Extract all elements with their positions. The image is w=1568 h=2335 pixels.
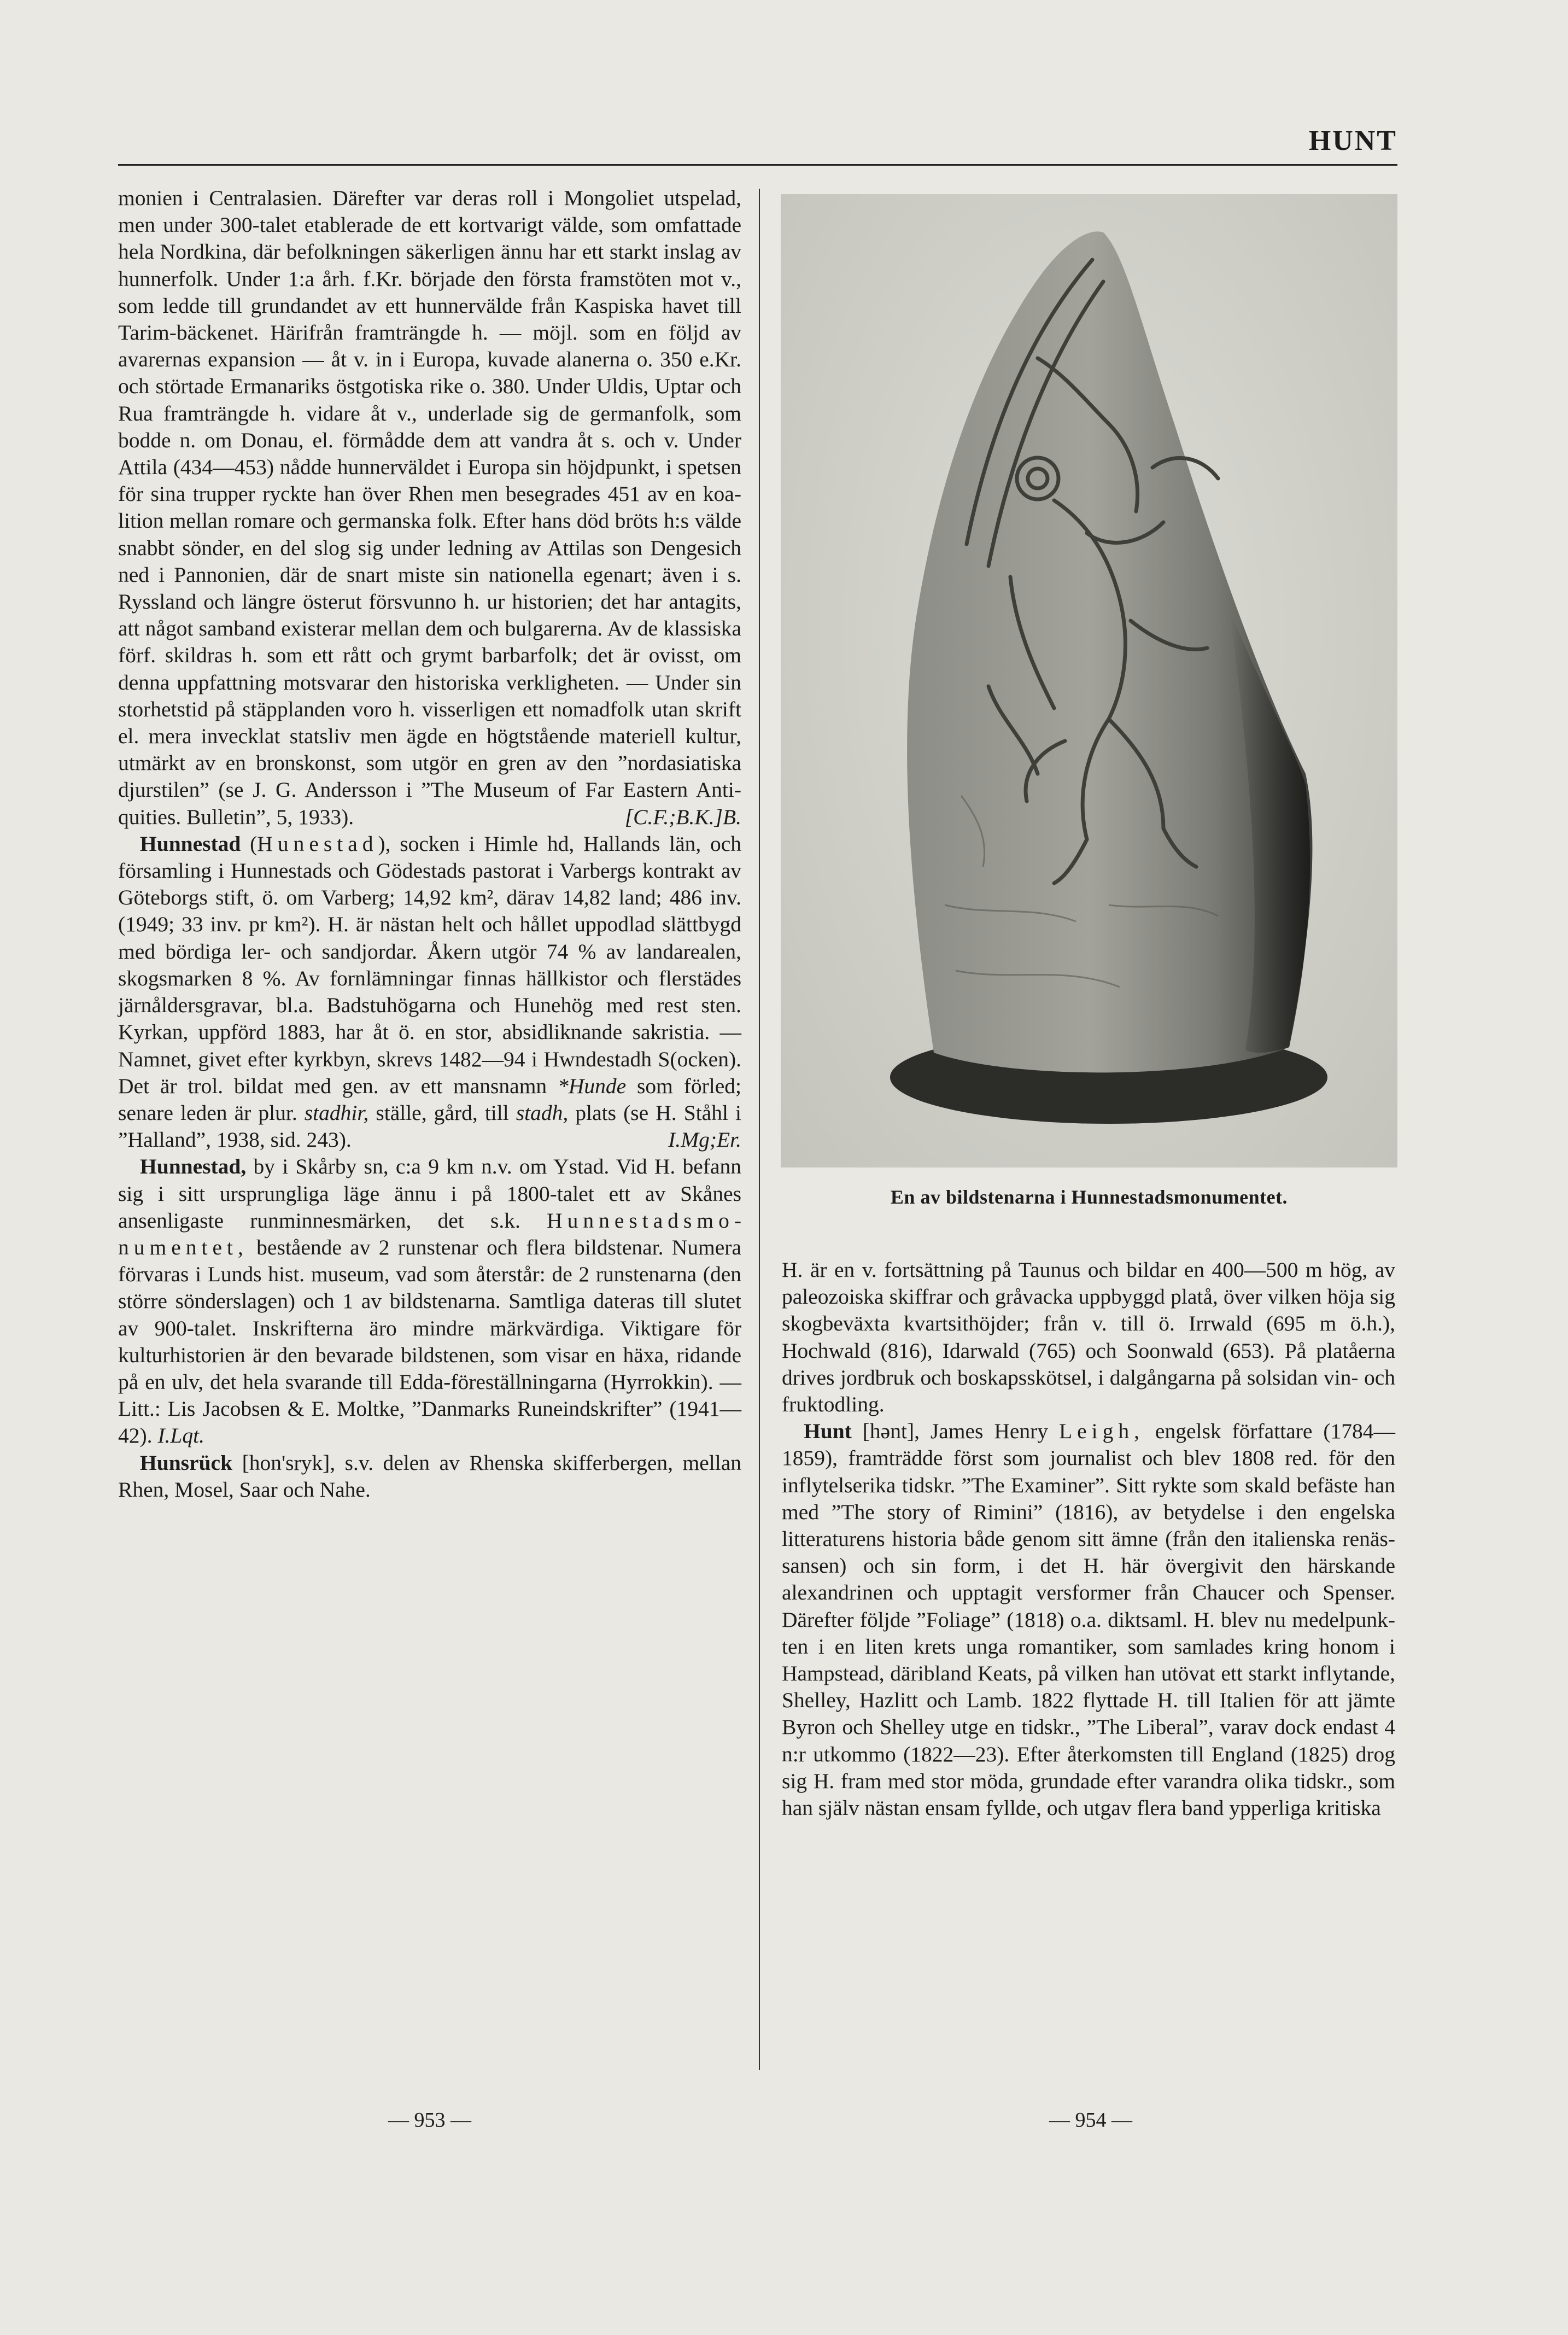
column-divider (759, 189, 760, 2070)
right-column (782, 1257, 1395, 1822)
rune-stone (907, 231, 1312, 1072)
entry-hunt (782, 1418, 1395, 1822)
left-column (118, 185, 741, 1503)
spaced-name: Leigh, (1058, 1419, 1144, 1444)
entry-text: ), socken i Himle hd, Hallands län, och församling i Hunnestads och Gödestads pastorat i Varbergs kontrakt av Göteborgs stift, ö. om Varberg; 14,92 km², därav 14,82 land; 486 inv. (1949; 33 inv. pr km²). H. är nästan helt och hållet uppodlad slättbygd med bördiga ler- och sandjordar. Åkern utgör 74 % av landarealen, skogsmarken 8 %. Av fornlämningar finnas hällkistor och flerstädes järnåldersgravar, bl.a. Badstuhögarna och Hunehög med rest sten. Kyrkan, uppförd 1883, har åt ö. en stor, absidliknande sakristia. — Namnet, givet efter kyrkbyn, skrevs 1482—94 i Hwndestadh S(ocken). Det är trol. bildat med gen. av ett mansnamn (118, 831, 741, 1098)
entry-pronunciation: [hənt], James Henry (851, 1419, 1059, 1444)
running-head: HUNT (1308, 125, 1397, 156)
spaced-name: Hunnestadsmonumentet, (118, 1208, 741, 1259)
entry-hunnestad-village (118, 1153, 741, 1449)
author-signature: I.Lqt. (157, 1423, 205, 1448)
entry-headword: Hunnestad, (140, 1154, 247, 1179)
entry-headword: Hunnestad (140, 831, 241, 856)
page-number-right: — 954 — (1049, 2109, 1132, 2132)
entry-text: plats (se H. Ståhl i ”Halland”, 1938, sid. 243). (118, 1100, 741, 1152)
paragraph-hunsruck-continued: H. är en v. fortsättning på Taunus och bildar en 400—500 m hög, av paleozoiska skiffrar och gråvacka uppbyggd platå, över vilken höja sig skogbeväxta kvartsithöjder; från v. till ö. Irrwald (695 m ö.h.), Hochwald (816), Idarwald (765) och Soonwald (653). På platåerna drives jordbruk och boskapsskötsel, i dalgångarna på solsidan vin- och fruktodling. (782, 1258, 1395, 1417)
figure-caption: En av bildstenarna i Hunnestadsmonumentet. (890, 1186, 1288, 1208)
author-signature: I.Mg;Er. (668, 1128, 741, 1152)
entry-hunsruck (118, 1450, 741, 1503)
spaced-name: Hunestad (257, 831, 378, 856)
paragraph-text: monien i Centralasien. Därefter var deras roll i Mongoliet utspelad, men under 300-talet etablerade de ett kortvarigt välde, som omfattade hela Nordkina, där befolkningen säkerligen ännu har ett starkt inslag av hunnerfolk. Under 1:a årh. f.Kr. började den första framstöten mot v., som ledde till grundandet av ett hunnervälde från Kaspiska havet till Tarim-bäckenet. Härifrån framträngde h. — möjl. som en följd av avarernas expansion — åt v. in i Europa, kuvade alanerna o. 350 e.Kr. och störtade Ermanariks östgotiska rike o. 380. Under Uldis, Uptar och Rua framträngde h. vidare åt v., underlade sig de germanfolk, som bodde n. om Donau, el. förmådde dem att vandra åt s. och v. Under Attila (434—453) nådde hunnerväldet i Europa sin höjdpunkt, i spetsen för sina trupper ryckte han över Rhen men besegrades 451 av en koalition mellan romare och germanska folk. Efter hans död bröts h:s välde snabbt sönder, en del slog sig under ledning av Attilas son Dengesich ned i Pannonien, där de snart miste sin nationella egenart; även i s. Ryssland och längre österut försvunno h. ur historien; det har antagits, att något samband existerar mellan dem och bulgarerna. Av de klassiska förf. skildras h. som ett rått och grymt barbarfolk; det är ovisst, om denna uppfattning motsvarar den historiska verkligheten. — Under sin storhetstid på stäpplanden voro h. visserligen ett nomadfolk utan skrift el. mera invecklat statsliv men ägde en högtstående materiell kultur, utmärkt av en bronskonst, som utgör en gren av den ”nordasiatiska djurstilen” (se J. G. Andersson i ”The Museum of Far Eastern Antiquities. Bulletin”, 5, 1933). (118, 186, 741, 829)
entry-text: ställe, gård, till (368, 1100, 516, 1125)
entry-text: engelsk författare (1784—1859), framträdde först som journalist och blev 1808 red. för den inflytelserika tidskr. ”The Examiner”. Sitt rykte som skald befäste han med ”The story of Rimini” (1816), av betydelse i den engelska litteraturens historia både genom sitt ämne (från den italienska renässansen) och sin form, i det H. här övergivit den härskande alexandrinen och upptagit versformer från Chaucer och Spenser. Därefter följde ”Foliage” (1818) o.a. diktsaml. H. blev nu medelpunkten i en liten krets unga romantiker, som samlades kring honom i Hampstead, däribland Keats, på vilken han utövat ett starkt inflytande, Shelley, Hazlitt och Lamb. 1822 flyttade H. till Italien för att jämte Byron och Shelley utge en tidskr., ”The Liberal”, varav dock endast 4 n:r utkommo (1822—23). Efter återkomsten till England (1825) drog sig H. fram med stor möda, grundade efter varandra olika tidskr., som han själv nästan ensam fyllde, och utgav flera band ypperliga kritiska (782, 1419, 1395, 1820)
paragraph-huns-continued (118, 185, 741, 831)
header-rule (118, 164, 1397, 166)
entry-hunnestad-parish: Hunnestad (Hunestad), socken i Himle hd, Hallands län, och församling i Hunnestads och Gödestads pastorat i Varbergs kontrakt av Göteborgs stift, ö. om Varberg; 14,92 km², därav 14,82 land; 486 inv. (1949; 33 inv. pr km²). H. är nästan helt och hållet uppodlad slättbygd med bördiga ler- och sandjordar. Åkern utgör 74 % av landarealen, skogsmarken 8 %. Av fornlämningar finnas hällkistor och flerstädes järnåldersgravar, bl.a. Badstuhögarna och Hunehög med rest sten. Kyrkan, uppförd 1883, har åt ö. en stor, absidliknande sakristia. — Namnet, givet efter kyrkbyn, skrevs 1482—94 i Hwndestadh S(ocken). Det är trol. bildat med gen. av ett mansnamn *Hunde som förled; senare leden är plur. stadhir, ställe, gård, till stadh, plats (se H. Ståhl i ”Halland”, 1938, sid. 243). I.Mg;Er. (118, 831, 741, 1153)
entry-text: som förled; senare leden är plur. (118, 1073, 742, 1125)
entry-text: [hon'sryk], s.v. delen av Rhenska skifferbergen, mellan Rhen, Mosel, Saar och Nahe. (118, 1450, 741, 1502)
italic-term: stadhir, (304, 1100, 369, 1125)
entry-text: bestående av 2 runstenar och flera bildstenar. Numera förvaras i Lunds hist. museum, vad som återstår: de 2 runstenarna (den större sönderslagen) och 1 av bildstenarna. Samtliga dateras till slutet av 900-talet. Inskrifterna äro mindre märkvärdiga. Viktigare för kulturhistorien är den bevarade bildstenen, som visar en häxa, ridande på en ulv, det hela svarande till Edda-föreställningarna (Hyrrokkin). — Litt.: Lis Jacobsen & E. Moltke, ”Danmarks Runeindskrifter” (1941—42). (118, 1235, 741, 1448)
entry-headword: Hunsrück (140, 1450, 233, 1475)
italic-term: *Hunde (558, 1073, 627, 1098)
author-signature: [C.F.;B.K.]B. (624, 804, 741, 829)
italic-term: stadh, (516, 1100, 569, 1125)
picture-stone-illustration (781, 194, 1397, 1168)
page-number-left: — 953 — (388, 2109, 471, 2132)
entry-headword: Hunt (804, 1419, 852, 1444)
entry-text: by i Skårby sn, c:a 9 km n.v. om Ystad. Vid H. befann sig i sitt ursprungliga läge ännu i på 1800-talet ett av Skånes ansenligaste runminnesmärken, det s.k. (118, 1154, 741, 1233)
picture-stone-photo (781, 194, 1397, 1168)
